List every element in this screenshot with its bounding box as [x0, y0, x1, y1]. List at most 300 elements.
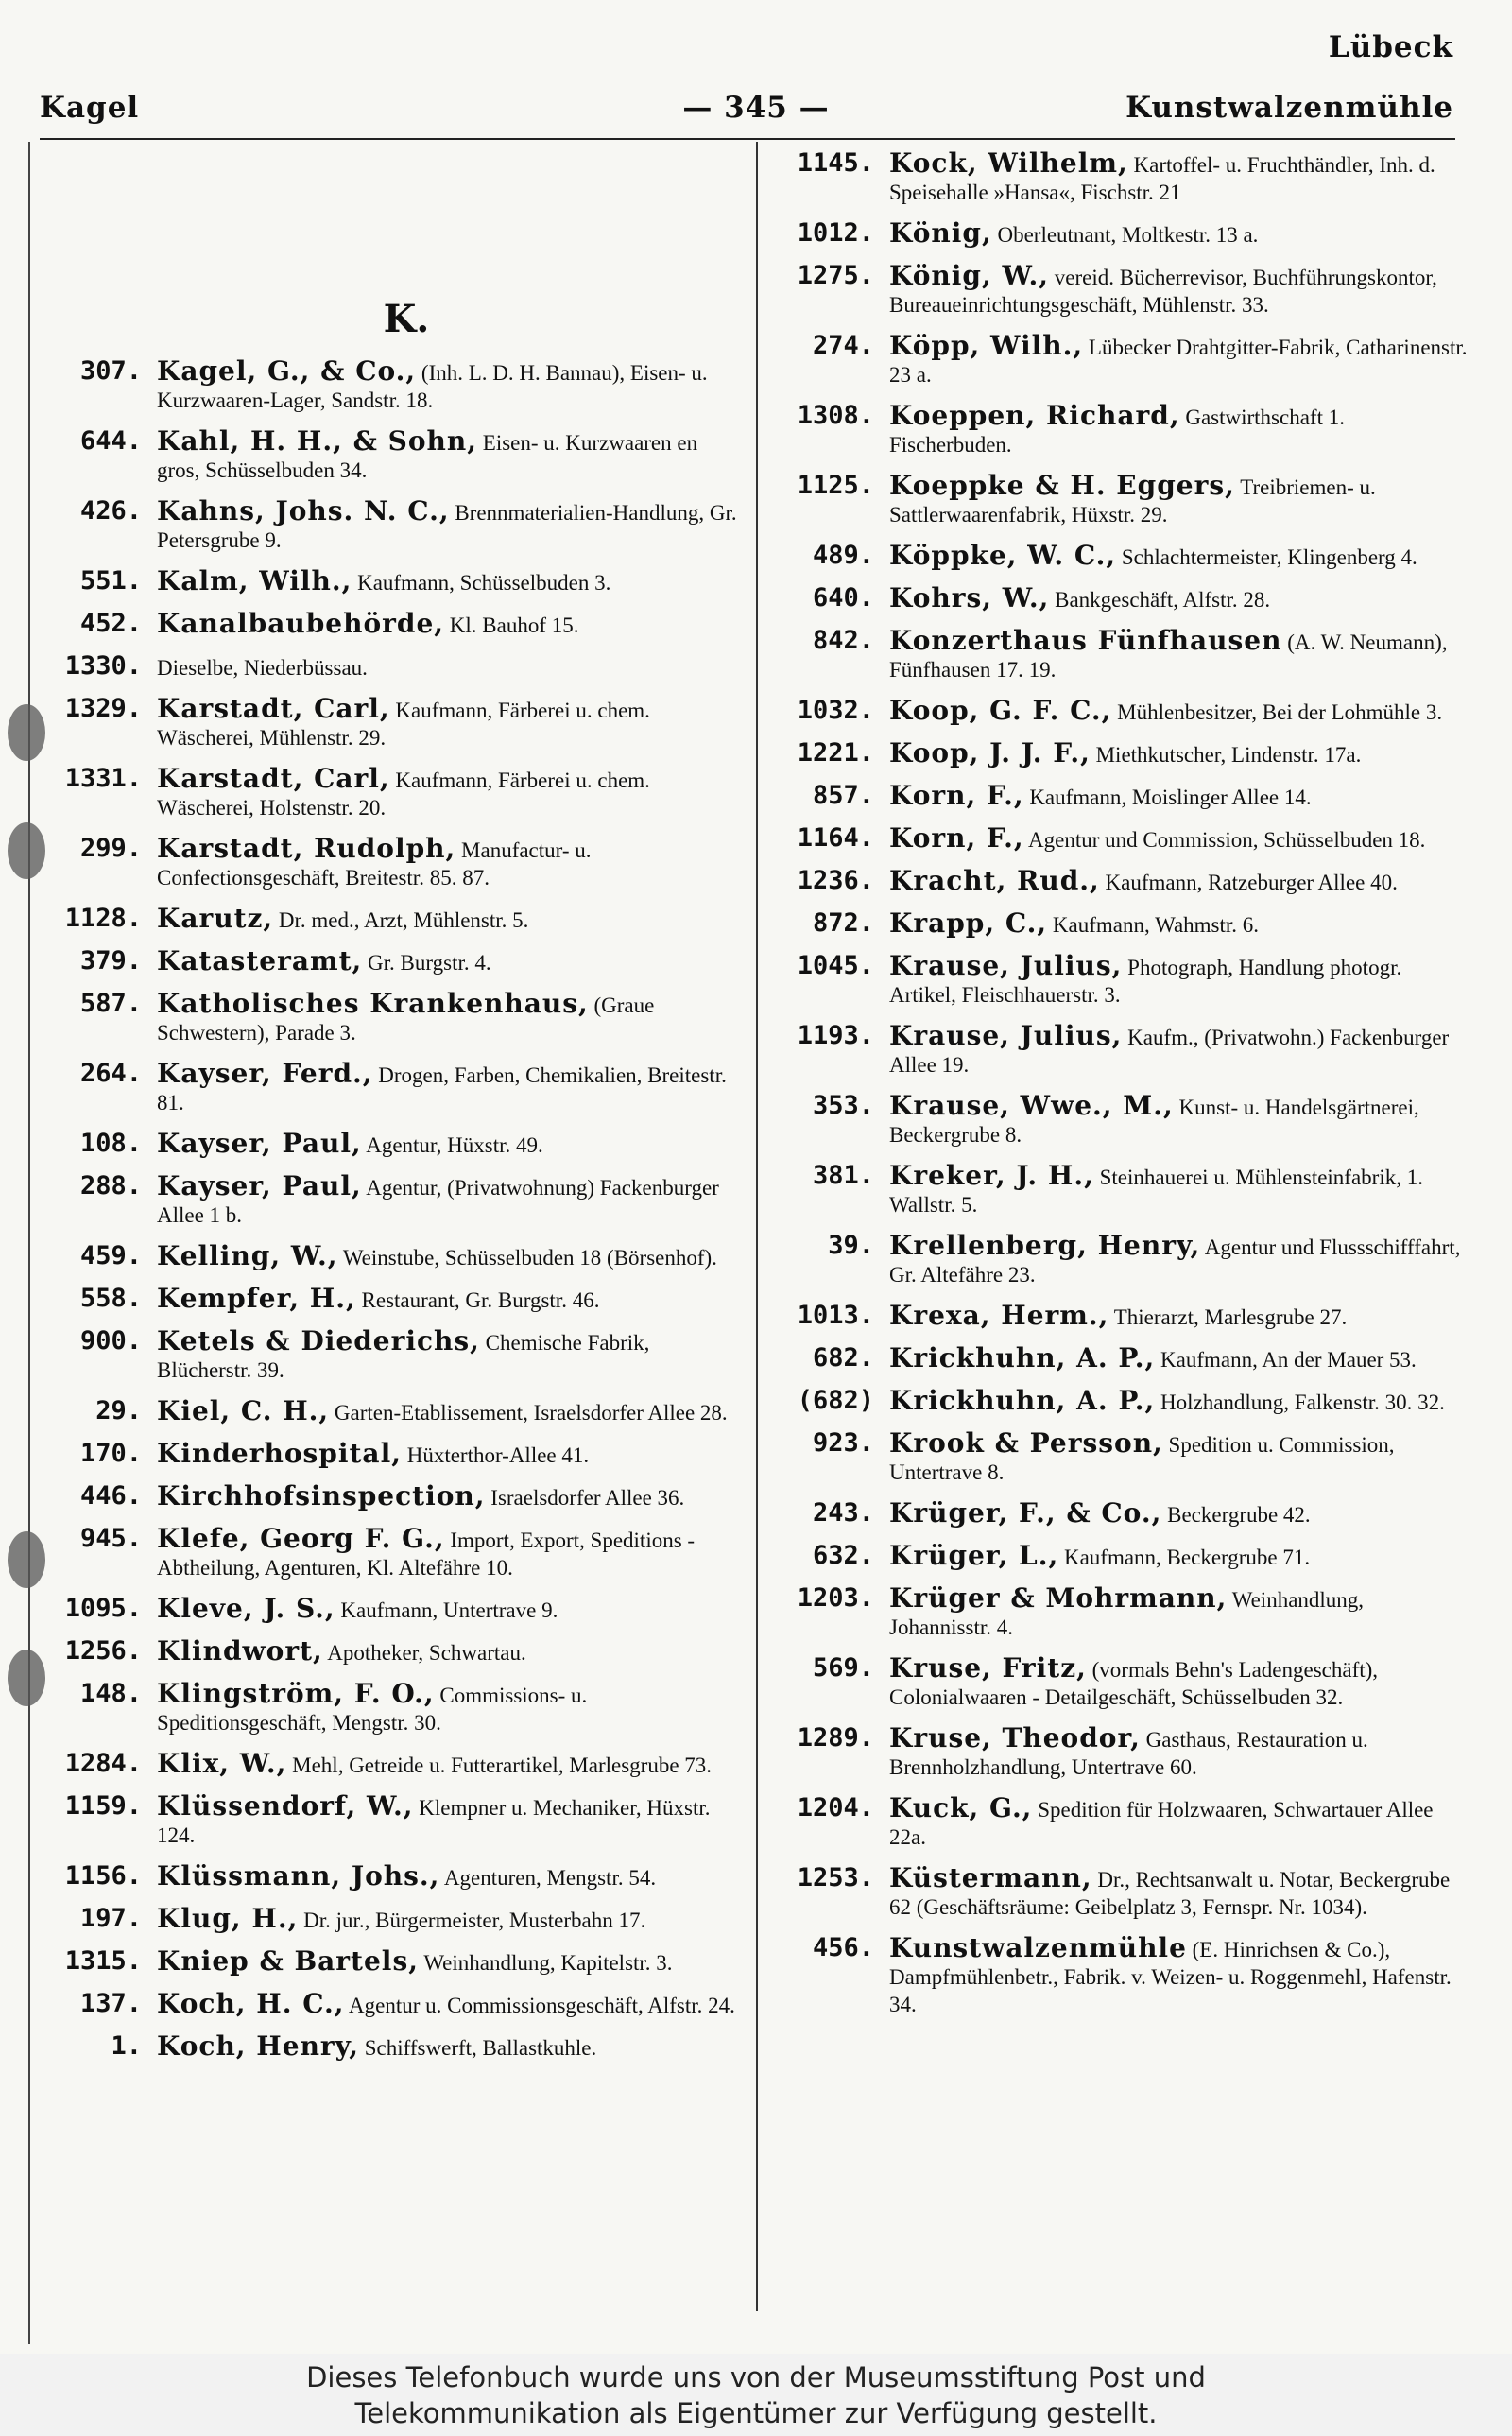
left-column [38, 149, 737, 2075]
footer-line-2: Telekommunikation als Eigentümer zur Verfügung gestellt. [354, 2397, 1158, 2429]
entry-details: Spedition u. Commission, Untertrave 8. [889, 1433, 1395, 1484]
phone-number: 1128. [64, 904, 142, 933]
phone-number: 456. [812, 1933, 874, 1962]
phone-number: 1012. [797, 218, 874, 248]
entry-details: Dieselbe, Niederbüssau. [157, 656, 368, 680]
directory-entry [770, 1542, 1469, 1571]
entry-body [889, 332, 1469, 389]
entry-details: Drogen, Farben, Chemikalien, Breitestr. 81. [157, 1063, 727, 1114]
directory-entry [38, 1060, 737, 1116]
phone-number: 1284. [64, 1749, 142, 1778]
entry-details: Treibriemen- u. Sattlerwaarenfabrik, Hüxstr. 29. [889, 475, 1376, 527]
phone-number: 842. [812, 626, 874, 655]
footer-line-1: Dieses Telefonbuch wurde uns von der Museumsstiftung Post und [306, 2361, 1206, 2393]
entry-name: Kohrs, W., [889, 582, 1050, 613]
entry-name: Koop, G. F. C., [889, 695, 1112, 726]
entry-name: Krause, Julius, [889, 950, 1123, 981]
phone-number: 1256. [64, 1636, 142, 1666]
entry-details: Dr. med., Arzt, Mühlenstr. 5. [278, 908, 529, 932]
entry-name: Krapp, C., [889, 907, 1048, 939]
entry-body [889, 627, 1469, 683]
phone-number: 446. [79, 1481, 142, 1511]
directory-entry [38, 1327, 737, 1384]
entry-body [157, 1990, 737, 2019]
phone-number: 197. [79, 1904, 142, 1933]
entry-details: Kaufmann, Untertrave 9. [340, 1598, 558, 1622]
phone-number: 1275. [797, 261, 874, 290]
entry-details: Eisen- u. Kurzwaaren en gros, Schüsselbuden 34. [157, 431, 698, 482]
entry-name: Kock, Wilhelm, [889, 147, 1128, 179]
phone-number: 264. [79, 1059, 142, 1088]
directory-entry [38, 1525, 737, 1581]
entry-details: Photograph, Handlung photogr. Artikel, Fleischhauerstr. 3. [889, 956, 1402, 1007]
entry-details: Agenturen, Mengstr. 54. [443, 1866, 657, 1890]
entry-details: Garten-Etablissement, Israelsdorfer Allee 28. [334, 1401, 728, 1425]
entry-details: Gr. Burgstr. 4. [368, 951, 491, 975]
entry-body [889, 262, 1469, 319]
entry-body [889, 402, 1469, 458]
entry-details: (Graue Schwestern), Parade 3. [157, 993, 655, 1045]
entry-body [157, 1482, 737, 1512]
phone-number: 353. [812, 1091, 874, 1120]
entry-details: Mühlenbesitzer, Bei der Lohmühle 3. [1117, 700, 1443, 724]
entry-name: Kleve, J. S., [157, 1593, 335, 1624]
entry-body [889, 1584, 1469, 1641]
directory-entry [38, 610, 737, 639]
entry-details: Kaufm., (Privatwohn.) Fackenburger Allee 19. [889, 1026, 1450, 1077]
directory-entry [770, 1022, 1469, 1079]
entry-details: Bankgeschäft, Alfstr. 28. [1055, 588, 1271, 612]
city-label: Lübeck [1328, 30, 1453, 64]
entry-name: Konzerthaus Fünfhausen [889, 625, 1282, 656]
entry-body [889, 824, 1469, 854]
phone-number: 1289. [797, 1723, 874, 1753]
entry-details: Dr. jur., Bürgermeister, Musterbahn 17. [303, 1909, 646, 1932]
entry-details: Kunst- u. Handelsgärtnerei, Beckergrube 8. [889, 1096, 1419, 1147]
phone-number: 569. [812, 1653, 874, 1683]
directory-entry [770, 824, 1469, 854]
entry-details: Kaufmann, Schüsselbuden 3. [357, 571, 611, 595]
entry-body [157, 1285, 737, 1314]
entry-details: Beckergrube 42. [1167, 1503, 1311, 1527]
entry-body [157, 652, 737, 682]
entry-body [889, 867, 1469, 896]
entry-name: Klefe, Georg F. G., [157, 1523, 445, 1554]
directory-entry [770, 1724, 1469, 1781]
phone-number: (682) [797, 1386, 874, 1415]
entry-details: Commissions- u. Speditionsgeschäft, Mengstr. 30. [157, 1684, 588, 1735]
phone-number: 632. [812, 1541, 874, 1570]
entry-name: Krexa, Herm., [889, 1300, 1109, 1331]
directory-entry [770, 1302, 1469, 1331]
entry-details: Dr., Rechtsanwalt u. Notar, Beckergrube 62 (Geschäftsräume: Geibelplatz 3, Fernspr. Nr. 1034). [889, 1868, 1451, 1919]
running-head-left: Kagel [40, 91, 140, 125]
directory-entry [38, 1595, 737, 1624]
entry-body [157, 1680, 737, 1736]
directory-entry [770, 697, 1469, 726]
entry-body [889, 952, 1469, 1009]
phone-number: 945. [79, 1524, 142, 1553]
phone-number: 558. [79, 1284, 142, 1313]
directory-entry [770, 952, 1469, 1009]
entry-body [157, 2032, 737, 2062]
entry-body [889, 1022, 1469, 1079]
entry-details: Agentur und Flussschifffahrt, Gr. Altefähre 23. [889, 1235, 1461, 1287]
directory-entry [770, 782, 1469, 811]
phone-number: 1159. [64, 1791, 142, 1821]
entry-details: Holzhandlung, Falkenstr. 30. 32. [1160, 1391, 1445, 1414]
directory-entry [770, 219, 1469, 249]
right-column [770, 149, 1469, 2031]
entry-body [889, 1724, 1469, 1781]
directory-entry [38, 2032, 737, 2062]
entry-details: Kaufmann, Färberei u. chem. Wäscherei, Holstenstr. 20. [157, 769, 650, 820]
page-number: — 345 — [682, 91, 830, 125]
entry-name: Kanalbaubehörde, [157, 608, 445, 639]
entry-name: Kracht, Rud., [889, 865, 1100, 896]
entry-body [157, 1595, 737, 1624]
directory-entry [38, 695, 737, 752]
phone-number: 379. [79, 946, 142, 976]
entry-details: (A. W. Neumann), Fünfhausen 17. 19. [889, 631, 1448, 682]
entry-name: Karstadt, Carl, [157, 693, 390, 724]
entry-name: Koeppen, Richard, [889, 400, 1180, 431]
phone-number: 1329. [64, 694, 142, 723]
phone-number: 489. [812, 541, 874, 570]
entry-body [889, 1934, 1469, 2018]
entry-body [889, 584, 1469, 613]
entry-details: (E. Hinrichsen & Co.), Dampfmühlenbetr., Fabrik. v. Weizen- u. Roggenmehl, Hafenstr. 34. [889, 1938, 1452, 2016]
entry-name: Küstermann, [889, 1862, 1092, 1893]
entry-details: Kaufmann, Färberei u. chem. Wäscherei, Mühlenstr. 29. [157, 699, 650, 750]
entry-body [889, 1344, 1469, 1373]
entry-details: Chemische Fabrik, Blücherstr. 39. [157, 1331, 650, 1382]
directory-entry [770, 1387, 1469, 1416]
directory-entry [770, 542, 1469, 571]
entry-name: Kunstwalzenmühle [889, 1932, 1187, 1963]
entry-details: (Inh. L. D. H. Bannau), Eisen- u. Kurzwaaren-Lager, Sandstr. 18. [157, 361, 708, 412]
directory-entry [38, 1862, 737, 1892]
entry-body [157, 1130, 737, 1159]
entry-body [889, 1302, 1469, 1331]
entry-body [157, 1947, 737, 1977]
entry-body [889, 1232, 1469, 1288]
directory-entry [770, 149, 1469, 206]
directory-entry [770, 867, 1469, 896]
entry-body [157, 990, 737, 1046]
directory-entry [770, 1092, 1469, 1149]
directory-entry [770, 1429, 1469, 1486]
phone-number: 1156. [64, 1861, 142, 1891]
phone-number: 1125. [797, 471, 874, 500]
entry-body [889, 1794, 1469, 1851]
phone-number: 288. [79, 1171, 142, 1201]
entry-details: Agentur, (Privatwohnung) Fackenburger Allee 1 b. [157, 1176, 719, 1227]
phone-number: 243. [812, 1498, 874, 1528]
directory-entry [38, 1242, 737, 1271]
phone-number: 923. [812, 1428, 874, 1458]
entry-details: Brennmaterialien-Handlung, Gr. Petersgrube 9. [157, 501, 737, 552]
directory-entry [38, 652, 737, 682]
entry-name: Klüssendorf, W., [157, 1790, 414, 1822]
phone-number: 148. [79, 1679, 142, 1708]
entry-body [157, 835, 737, 891]
entry-details: Oberleutnant, Moltkestr. 13 a. [997, 223, 1259, 247]
entry-details: Hüxterthor-Allee 41. [406, 1443, 590, 1467]
entry-body [889, 219, 1469, 249]
phone-number: 1253. [797, 1863, 874, 1892]
directory-entry [770, 1584, 1469, 1641]
phone-number: 299. [79, 834, 142, 863]
entry-details: Import, Export, Speditions - Abtheilung, Agenturen, Kl. Altefähre 10. [157, 1529, 696, 1580]
directory-entry [38, 835, 737, 891]
entry-body [889, 1499, 1469, 1529]
phone-number: 1193. [797, 1021, 874, 1050]
entry-name: Klindwort, [157, 1635, 323, 1667]
entry-name: Koop, J. J. F., [889, 737, 1091, 769]
entry-details: Weinhandlung, Kapitelstr. 3. [423, 1951, 673, 1975]
directory-entry [770, 1934, 1469, 2018]
entry-name: Kelling, W., [157, 1240, 338, 1271]
phone-number: 452. [79, 609, 142, 638]
directory-entry [38, 947, 737, 976]
entry-body [157, 1792, 737, 1849]
entry-body [157, 1242, 737, 1271]
phone-number: 1145. [797, 148, 874, 178]
entry-body [157, 1440, 737, 1469]
directory-entry [38, 1750, 737, 1779]
directory-entry [770, 584, 1469, 613]
entry-details: Gasthaus, Restauration u. Brennholzhandlung, Untertrave 60. [889, 1728, 1368, 1779]
entry-body [157, 1637, 737, 1667]
directory-entry [38, 1397, 737, 1426]
header-rule [40, 138, 1455, 140]
entry-details: Israelsdorfer Allee 36. [490, 1486, 685, 1510]
entry-details: (vormals Behn's Ladengeschäft), Colonialwaaren - Detailgeschäft, Schüsselbuden 32. [889, 1658, 1379, 1709]
entry-name: Krüger & Mohrmann, [889, 1582, 1228, 1614]
entry-name: Krüger, L., [889, 1540, 1059, 1571]
entry-body [157, 1397, 737, 1426]
phone-number: 1032. [797, 696, 874, 725]
entry-body [889, 1654, 1469, 1711]
entry-body [157, 947, 737, 976]
entry-name: Krüger, F., & Co., [889, 1497, 1162, 1529]
entry-name: Klingström, F. O., [157, 1678, 435, 1709]
entry-name: Koch, H. C., [157, 1988, 345, 2019]
entry-name: König, W., [889, 260, 1050, 291]
phone-number: 1. [111, 2031, 142, 2061]
entry-body [889, 472, 1469, 528]
phone-number: 1331. [64, 764, 142, 793]
phone-number: 108. [79, 1129, 142, 1158]
entry-details: Miethkutscher, Lindenstr. 17a. [1095, 743, 1362, 767]
entry-body [889, 1387, 1469, 1416]
entry-details: Mehl, Getreide u. Futterartikel, Marlesgrube 73. [292, 1754, 713, 1777]
entry-name: Krickhuhn, A. P., [889, 1385, 1156, 1416]
entry-details: Kaufmann, Moislinger Allee 14. [1029, 786, 1312, 809]
entry-details: Steinhauerei u. Mühlensteinfabrik, 1. Wallstr. 5. [889, 1166, 1423, 1217]
phone-number: 900. [79, 1326, 142, 1356]
entry-body [157, 695, 737, 752]
entry-name: Klüssmann, Johs., [157, 1860, 440, 1892]
entry-name: Kempfer, H., [157, 1283, 356, 1314]
directory-entry [38, 1440, 737, 1469]
entry-details: Agentur u. Commissionsgeschäft, Alfstr. 24. [349, 1994, 735, 2017]
entry-body [157, 357, 737, 414]
directory-entry [770, 1654, 1469, 1711]
phone-number: 1013. [797, 1301, 874, 1330]
entry-details: Weinhandlung, Johannisstr. 4. [889, 1588, 1365, 1639]
entry-name: Krellenberg, Henry, [889, 1230, 1201, 1261]
entry-details: Thierarzt, Marlesgrube 27. [1113, 1305, 1348, 1329]
entry-name: Kayser, Paul, [157, 1128, 362, 1159]
entry-body [889, 909, 1469, 939]
entry-name: Kruse, Theodor, [889, 1722, 1141, 1754]
entry-name: Ketels & Diederichs, [157, 1325, 480, 1356]
entry-name: Kagel, G., & Co., [157, 355, 417, 387]
entry-body [157, 1172, 737, 1229]
phone-number: 426. [79, 496, 142, 526]
entry-body [157, 765, 737, 821]
entry-name: Katholisches Krankenhaus, [157, 988, 589, 1019]
directory-entry [38, 567, 737, 596]
entry-body [157, 1060, 737, 1116]
entry-body [157, 1750, 737, 1779]
entry-name: Karutz, [157, 903, 274, 934]
phone-number: 1164. [797, 823, 874, 853]
directory-entry [770, 1344, 1469, 1373]
phone-number: 274. [812, 331, 874, 360]
directory-entry [38, 765, 737, 821]
entry-body [157, 497, 737, 554]
entry-body [157, 567, 737, 596]
page-edge-line [28, 142, 30, 2344]
directory-entry [38, 427, 737, 484]
directory-entry [770, 1864, 1469, 1921]
phone-number: 29. [95, 1396, 142, 1425]
running-head-right: Kunstwalzenmühle [1125, 91, 1453, 125]
directory-entry [770, 627, 1469, 683]
entry-body [157, 1862, 737, 1892]
entry-name: Köppke, W. C., [889, 540, 1117, 571]
entry-name: Kiel, C. H., [157, 1395, 330, 1426]
directory-entry [770, 739, 1469, 769]
right-entry-list [770, 149, 1469, 2018]
entry-body [889, 1542, 1469, 1571]
phone-number: 551. [79, 566, 142, 596]
phone-number: 1330. [64, 651, 142, 681]
entry-name: Klix, W., [157, 1748, 287, 1779]
entry-details: Restaurant, Gr. Burgstr. 46. [361, 1288, 600, 1312]
directory-entry [38, 1990, 737, 2019]
directory-entry [770, 402, 1469, 458]
entry-name: Karstadt, Carl, [157, 763, 390, 794]
directory-entry [38, 1792, 737, 1849]
section-letter: K. [383, 297, 430, 341]
directory-entry [38, 1482, 737, 1512]
directory-entry [38, 905, 737, 934]
directory-entry [38, 990, 737, 1046]
phone-number: 644. [79, 426, 142, 456]
directory-entry [38, 1905, 737, 1934]
entry-name: Korn, F., [889, 822, 1024, 854]
entry-details: Kaufmann, Wahmstr. 6. [1052, 913, 1260, 937]
entry-name: Kruse, Fritz, [889, 1652, 1087, 1684]
entry-details: Agentur und Commission, Schüsselbuden 18. [1028, 828, 1426, 852]
directory-entry [38, 1680, 737, 1736]
directory-entry [770, 262, 1469, 319]
phone-number: 1095. [64, 1594, 142, 1623]
entry-details: Manufactur- u. Confectionsgeschäft, Breitestr. 85. 87. [157, 838, 592, 890]
column-divider [756, 142, 758, 2311]
entry-body [157, 1327, 737, 1384]
entry-name: Kuck, G., [889, 1792, 1033, 1823]
entry-body [889, 1162, 1469, 1218]
phone-number: 170. [79, 1439, 142, 1468]
entry-body [157, 427, 737, 484]
phone-number: 39. [828, 1231, 874, 1260]
entry-name: Krickhuhn, A. P., [889, 1342, 1156, 1373]
phone-number: 307. [79, 356, 142, 386]
entry-body [157, 1525, 737, 1581]
directory-entry [38, 1285, 737, 1314]
entry-name: Klug, H., [157, 1903, 299, 1934]
entry-name: Kreker, J. H., [889, 1160, 1094, 1191]
entry-details: Agentur, Hüxstr. 49. [366, 1133, 543, 1157]
entry-body [157, 1905, 737, 1934]
entry-name: Kahl, H. H., & Sohn, [157, 425, 478, 457]
phone-number: 1204. [797, 1793, 874, 1823]
entry-details: Klempner u. Mechaniker, Hüxstr. 124. [157, 1796, 711, 1847]
copyright-footer [0, 2354, 1512, 2436]
entry-details: Kartoffel- u. Fruchthändler, Inh. d. Speisehalle »Hansa«, Fischstr. 21 [889, 153, 1435, 204]
entry-name: Kahns, Johs. N. C., [157, 495, 450, 527]
entry-details: Spedition für Holzwaaren, Schwartauer Allee 22a. [889, 1798, 1434, 1849]
entry-details: Apotheker, Schwartau. [327, 1641, 526, 1665]
entry-details: Kaufmann, Ratzeburger Allee 40. [1105, 871, 1398, 894]
entry-body [889, 149, 1469, 206]
entry-body [889, 1429, 1469, 1486]
directory-entry [38, 357, 737, 414]
entry-details: Gastwirthschaft 1. Fischerbuden. [889, 406, 1345, 457]
phone-number: 1203. [797, 1583, 874, 1613]
entry-body [889, 782, 1469, 811]
entry-details: vereid. Bücherrevisor, Buchführungskontor, Bureaueinrichtungsgeschäft, Mühlenstr. 33. [889, 266, 1437, 317]
directory-entry [770, 472, 1469, 528]
directory-entry [770, 909, 1469, 939]
directory-entry [38, 1130, 737, 1159]
entry-name: Krause, Wwe., M., [889, 1090, 1174, 1121]
phone-number: 459. [79, 1241, 142, 1270]
phone-number: 137. [79, 1989, 142, 2018]
phone-number: 872. [812, 908, 874, 938]
phone-number: 857. [812, 781, 874, 810]
phone-number: 1221. [797, 738, 874, 768]
directory-entry [38, 1637, 737, 1667]
entry-body [157, 610, 737, 639]
directory-entry [770, 1794, 1469, 1851]
phone-number: 1045. [797, 951, 874, 980]
phone-number: 381. [812, 1161, 874, 1190]
phone-number: 640. [812, 583, 874, 613]
entry-name: Katasteramt, [157, 945, 363, 976]
entry-name: Köpp, Wilh., [889, 330, 1084, 361]
entry-name: Koeppke & H. Eggers, [889, 470, 1235, 501]
entry-body [157, 905, 737, 934]
entry-name: Kniep & Bartels, [157, 1945, 419, 1977]
phone-number: 587. [79, 989, 142, 1018]
entry-details: Lübecker Drahtgitter-Fabrik, Catharinenstr. 23 a. [889, 336, 1468, 387]
